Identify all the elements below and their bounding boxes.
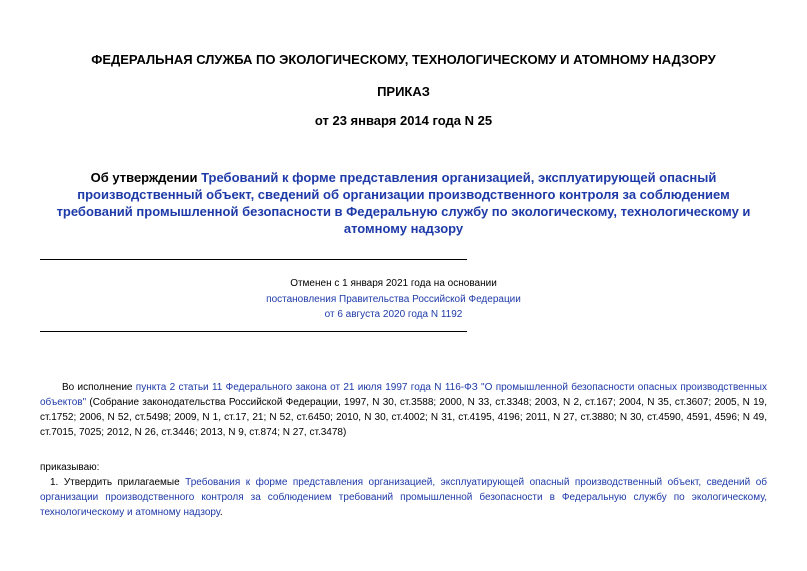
law-reference-link[interactable]: пункта 2 статьи 11 Федерального закона от 21 июля 1997 года N 116-ФЗ "О промышленной безопасности опасных производственных объектов": [40, 382, 767, 408]
cancellation-link-date[interactable]: от 6 августа 2020 года N 1192: [324, 309, 463, 320]
paragraph-preamble: [40, 380, 767, 440]
paragraph-order: приказываю:: [40, 462, 100, 473]
cancellation-link-decree[interactable]: постановления Правительства Российской Федерации: [266, 294, 521, 305]
document-title: [40, 169, 767, 237]
divider-top: [40, 259, 467, 260]
title-prefix: Об утверждении: [90, 170, 202, 185]
order-date: от 23 января 2014 года N 25: [314, 113, 493, 128]
paragraph-item-1: [40, 475, 767, 520]
divider-bottom: [40, 331, 467, 332]
item-1-prefix: 1. Утвердить прилагаемые: [50, 477, 186, 488]
order-heading: ПРИКАЗ: [377, 84, 430, 99]
agency-heading: ФЕДЕРАЛЬНАЯ СЛУЖБА ПО ЭКОЛОГИЧЕСКОМУ, ТЕХНОЛОГИЧЕСКОМУ И АТОМНОМУ НАДЗОРУ: [91, 52, 716, 67]
title-link[interactable]: Требований к форме представления организацией, эксплуатирующей опасный производственный объект, сведений об организации производственного контроля за соблюдением требований промышленной безопасности в Федеральную службу по экологическому, технологическому и атомному надзору: [56, 170, 751, 236]
cancellation-note: Отменен с 1 января 2021 года на основании: [290, 278, 497, 289]
preamble-citations: (Собрание законодательства Российской Федерации, 1997, N 30, ст.3588; 2000, N 33, ст.3348; 2003, N 2, ст.167; 2004, N 35, ст.3607; 2005, N 19, ст.1752; 2006, N 52, ст.5498; 2009, N 1, ст.17, 21; N 52, ст.6450; 2010, N 30, ст.4002; N 31, ст.4195, 4196; 2011, N 27, ст.3880; N 30, ст.4590, 4591, 4596; N 49, ст.7015, 7025; 2012, N 26, ст.3446; 2013, N 9, ст.874; N 27, ст.3478): [40, 397, 767, 438]
item-1-suffix: .: [219, 507, 223, 518]
requirements-link[interactable]: Требования к форме представления организацией, эксплуатирующей опасный производственный объект, сведений об организации производственного контроля за соблюдением требований промышленной безопасности в Федеральную службу по экологическому, технологическому и атомному надзору: [40, 477, 767, 518]
preamble-prefix: Во исполнение: [62, 382, 136, 393]
